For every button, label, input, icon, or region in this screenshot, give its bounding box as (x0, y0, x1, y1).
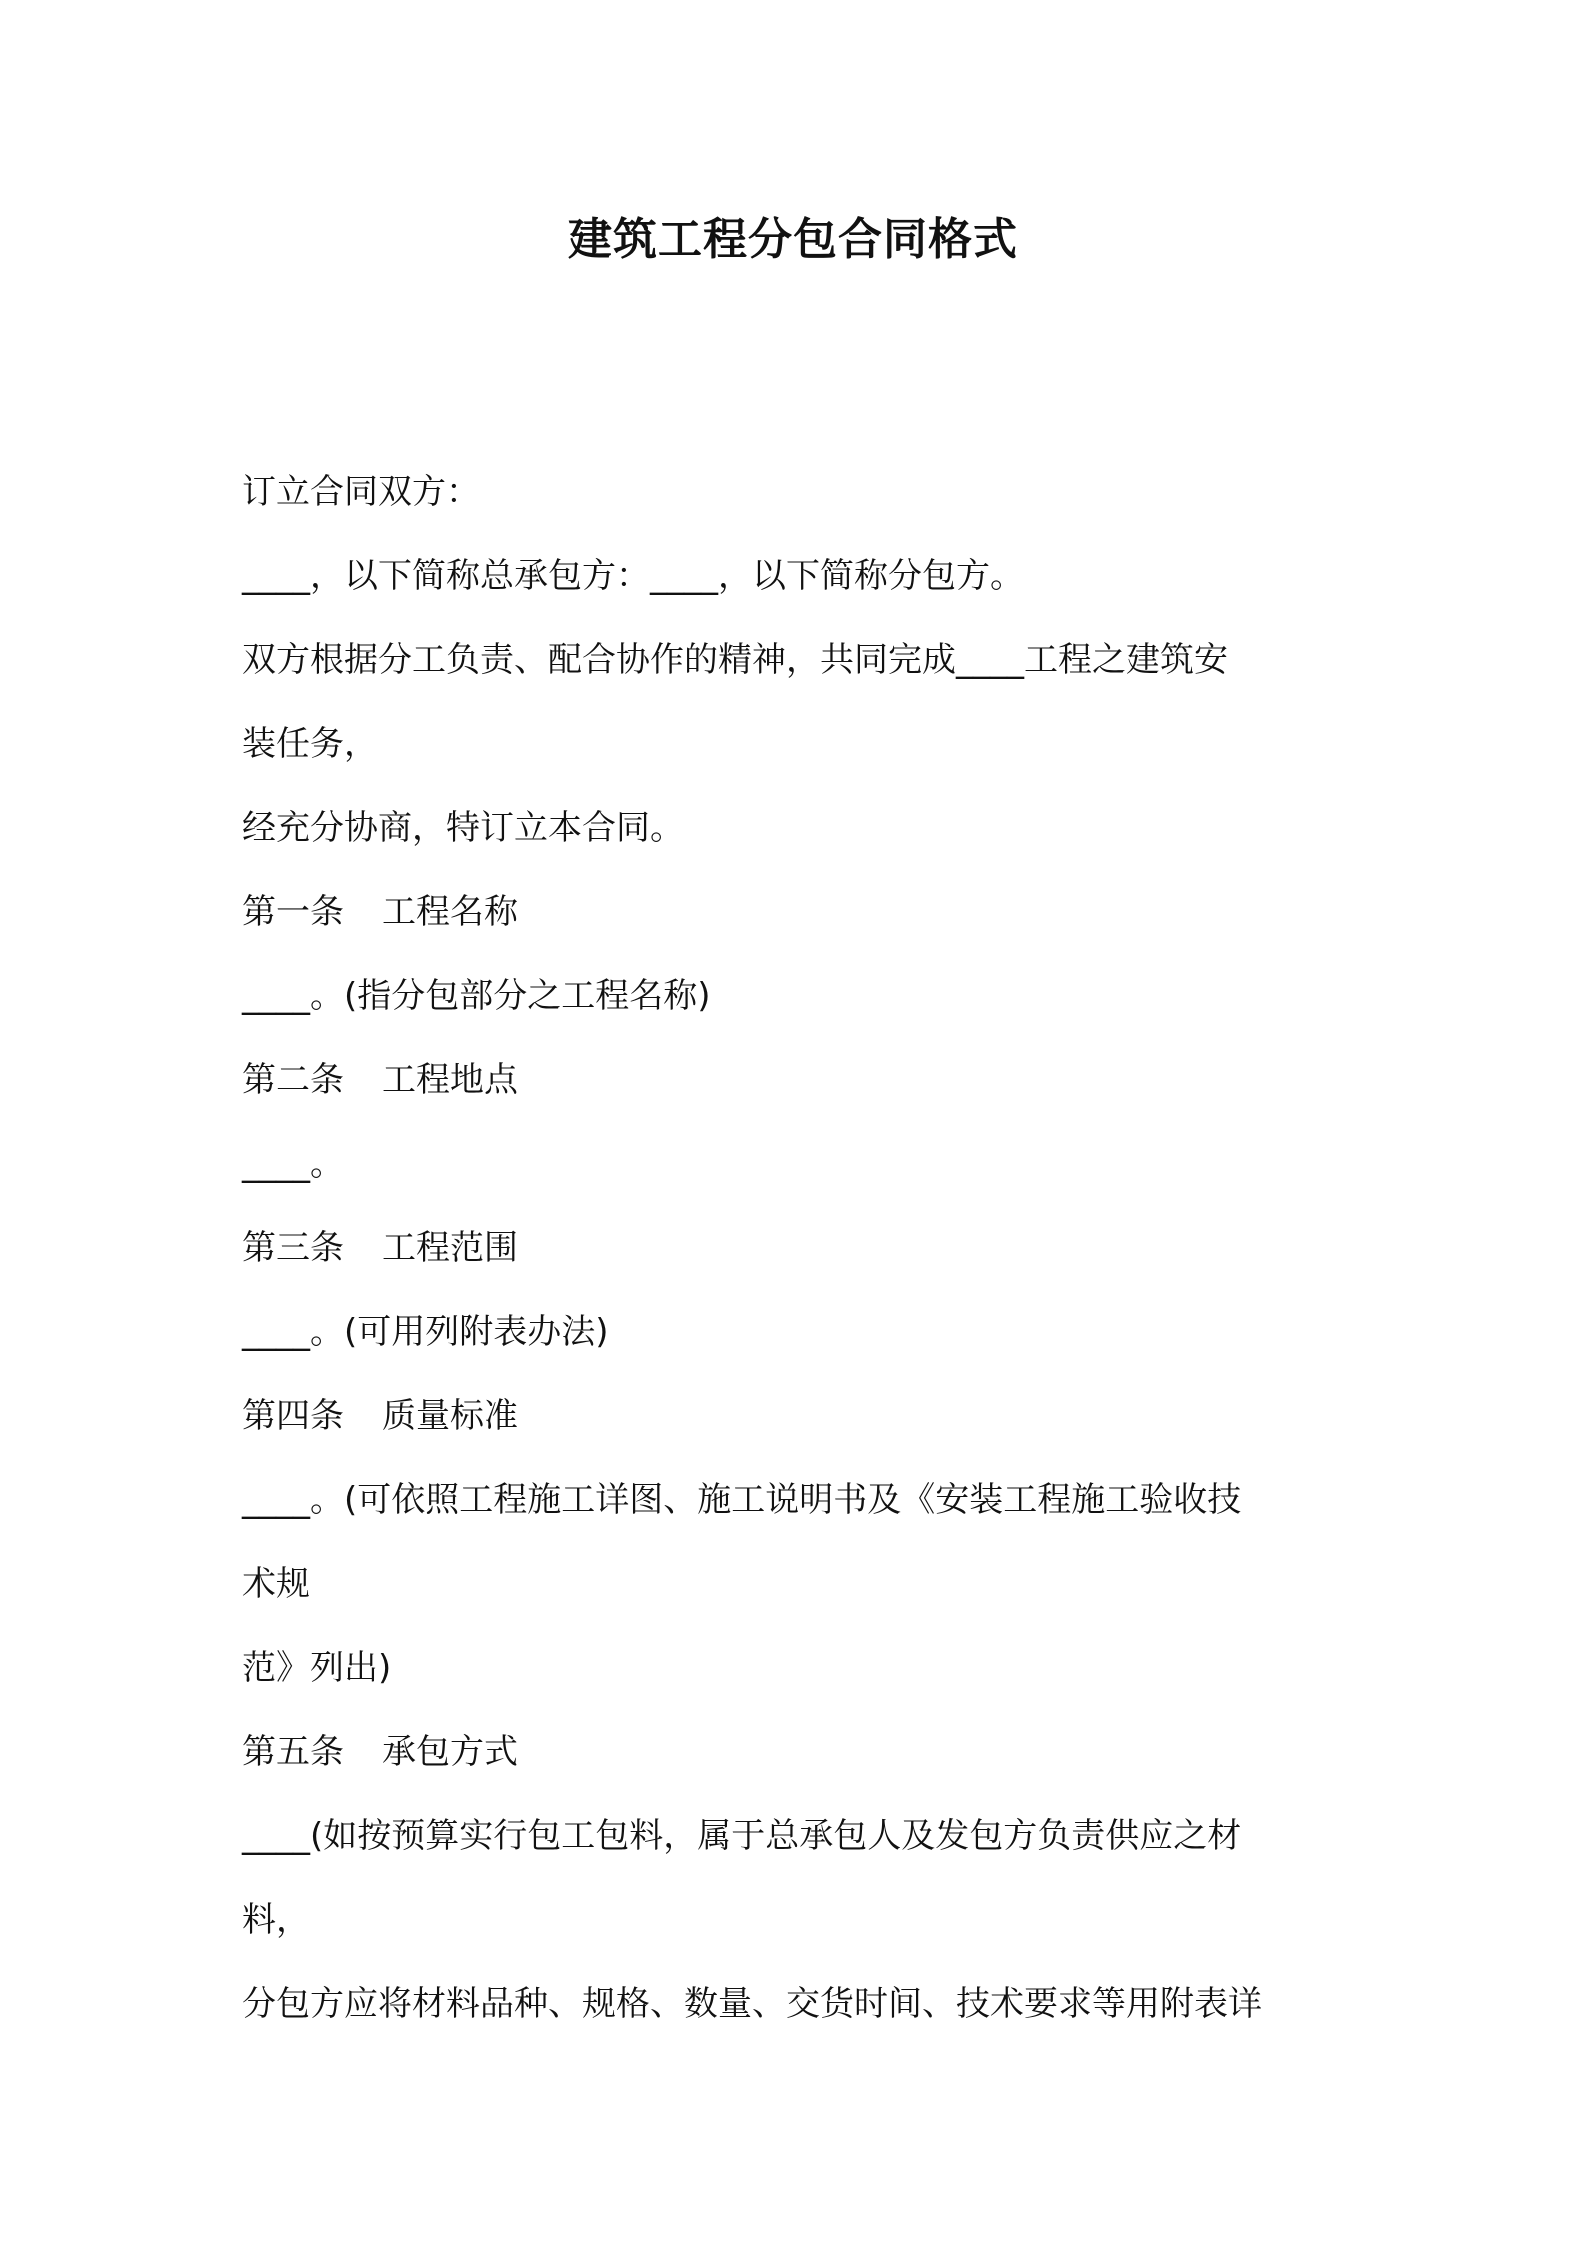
contract-parties-heading: 订立合同双方： (242, 472, 480, 512)
article-number: 第四条 (242, 1396, 344, 1436)
article-body-line: 范》列出) (242, 1648, 392, 1688)
article-body-line: ____(如按预算实行包工包料，属于总承包人及发包方负责供应之材 (242, 1816, 1242, 1856)
document-title: 建筑工程分包合同格式 (568, 214, 1018, 265)
article-number: 第三条 (242, 1228, 344, 1268)
article-title: 质量标准 (382, 1396, 518, 1436)
article-body-line: 料， (242, 1900, 310, 1940)
article-body-line: ____。(可用列附表办法) (242, 1312, 609, 1352)
article-heading (242, 1374, 1362, 1458)
article-title: 承包方式 (382, 1732, 518, 1772)
article-title: 工程地点 (382, 1060, 518, 1100)
article-number: 第一条 (242, 892, 344, 932)
article-number: 第五条 (242, 1732, 344, 1772)
article-body-line: ____。 (242, 1144, 344, 1184)
intro-paragraph-line-1: 双方根据分工负责、配合协作的精神，共同完成____工程之建筑安 (242, 640, 1228, 680)
parties-line: ____，以下简称总承包方：____，以下简称分包方。 (242, 556, 1024, 596)
article-body-line: ____。(指分包部分之工程名称) (242, 976, 711, 1016)
article-body-line: 术规 (242, 1564, 310, 1604)
article-heading (242, 870, 1362, 954)
article-heading (242, 1710, 1362, 1794)
article-body-line: ____。(可依照工程施工详图、施工说明书及《安装工程施工验收技 (242, 1480, 1242, 1520)
document-body (242, 450, 1362, 2046)
article-title: 工程名称 (382, 892, 518, 932)
article-heading (242, 1206, 1362, 1290)
intro-paragraph-line-2: 装任务， (242, 724, 378, 764)
article-body-line: 分包方应将材料品种、规格、数量、交货时间、技术要求等用附表详 (242, 1984, 1262, 2024)
article-number: 第二条 (242, 1060, 344, 1100)
article-heading (242, 1038, 1362, 1122)
article-title: 工程范围 (382, 1228, 518, 1268)
intro-paragraph-line-3: 经充分协商，特订立本合同。 (242, 808, 684, 848)
